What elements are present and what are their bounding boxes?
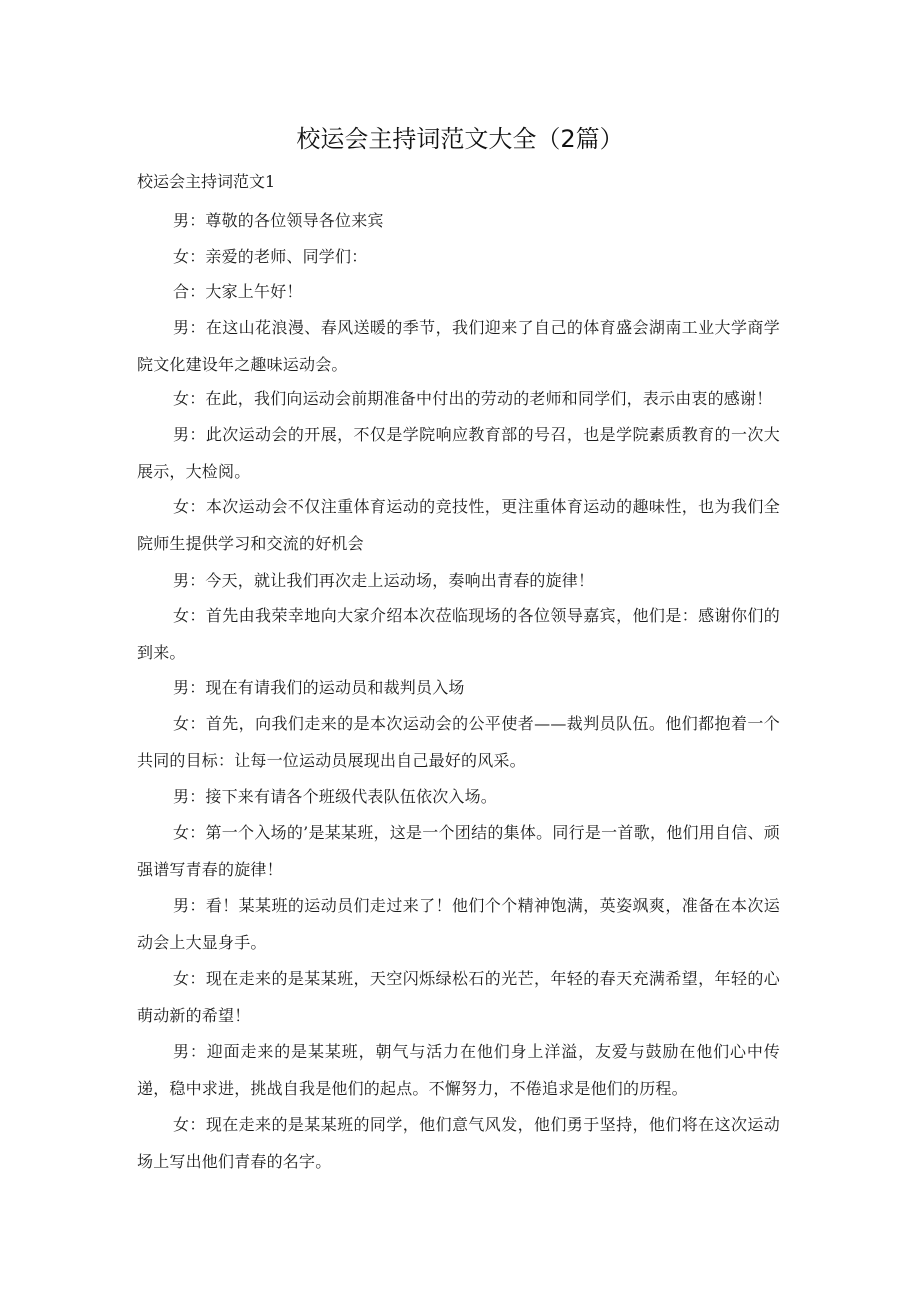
paragraph: 女：第一个入场的’是某某班，这是一个团结的集体。同行是一首歌，他们用自信、顽强谱写青春的旋律！: [137, 823, 780, 879]
paragraph: 男：此次运动会的开展，不仅是学院响应教育部的号召，也是学院素质教育的一次大展示，大检阅。: [137, 425, 780, 481]
paragraph: 男：现在有请我们的运动员和裁判员入场: [173, 678, 465, 697]
paragraph: 合：大家上午好！: [173, 282, 303, 301]
paragraph: 女：首先，向我们走来的是本次运动会的公平使者——裁判员队伍。他们都抱着一个共同的目标：让每一位运动员展现出自己最好的风采。: [137, 714, 780, 770]
paragraph: 男：看！某某班的运动员们走过来了！他们个个精神饱满，英姿飒爽，准备在本次运动会上大显身手。: [137, 896, 780, 952]
paragraph: 女：本次运动会不仅注重体育运动的竞技性，更注重体育运动的趣味性，也为我们全院师生提供学习和交流的好机会: [137, 497, 780, 553]
paragraph: 女：现在走来的是某某班，天空闪烁绿松石的光芒，年轻的春天充满希望，年轻的心萌动新的希望！: [137, 969, 780, 1025]
paragraph: 男：迎面走来的是某某班，朝气与活力在他们身上洋溢，友爱与鼓励在他们心中传递，稳中求进，挑战自我是他们的起点。不懈努力，不倦追求是他们的历程。: [137, 1042, 780, 1098]
paragraph: 男：尊敬的各位领导各位来宾: [173, 211, 384, 230]
paragraph: 女：亲爱的老师、同学们：: [173, 247, 368, 266]
paragraph: 女：现在走来的是某某班的同学，他们意气风发，他们勇于坚持，他们将在这次运动场上写出他们青春的名字。: [137, 1115, 780, 1171]
paragraph: 男：今天，就让我们再次走上运动场，奏响出青春的旋律！: [173, 571, 595, 590]
paragraph: 女：在此，我们向运动会前期准备中付出的劳动的老师和同学们，表示由衷的感谢！: [173, 389, 773, 408]
document-title: 校运会主持词范文大全（2篇）: [296, 125, 624, 153]
paragraph: 男：在这山花浪漫、春风送暖的季节，我们迎来了自己的体育盛会湖南工业大学商学院文化建设年之趣味运动会。: [137, 318, 780, 374]
paragraph: 男：接下来有请各个班级代表队伍依次入场。: [173, 787, 498, 806]
paragraph: 女：首先由我荣幸地向大家介绍本次莅临现场的各位领导嘉宾，他们是：感谢你们的到来。: [137, 606, 780, 662]
section-heading: 校运会主持词范文1: [137, 172, 276, 191]
